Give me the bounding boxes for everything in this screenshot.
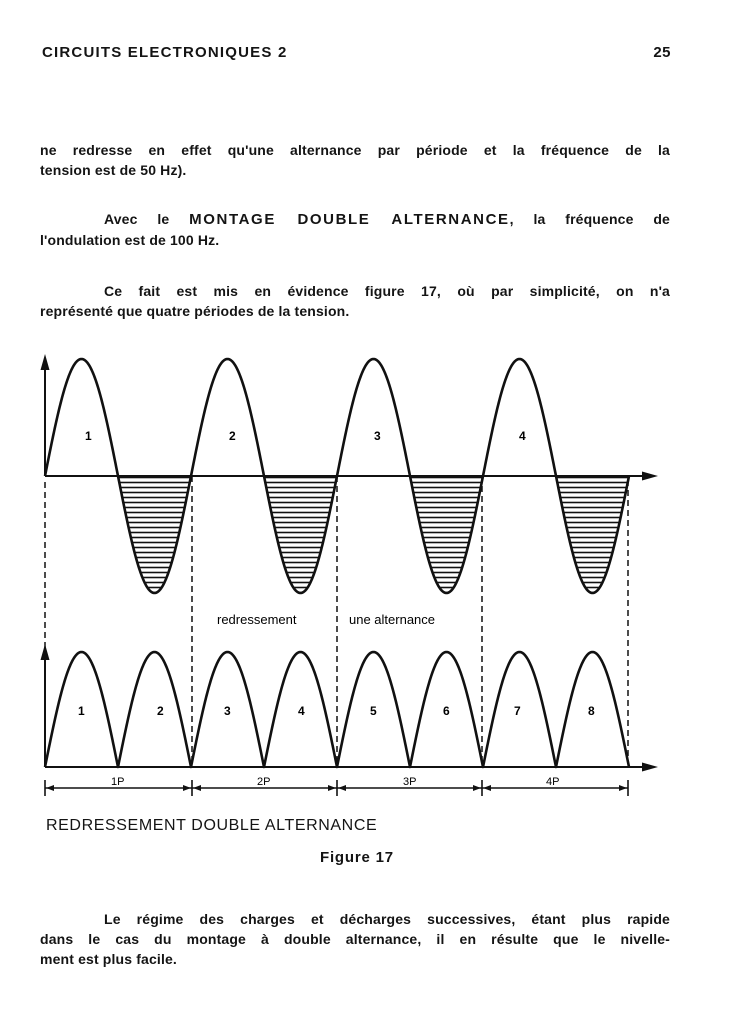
paragraph-1 xyxy=(40,140,670,180)
paragraph-3-line-1: Ce fait est mis en évidence figure 17, où par simplicité, on n'a xyxy=(104,283,670,299)
label-redressement: redressement xyxy=(217,612,297,627)
bottom-label-5: 5 xyxy=(370,704,377,718)
period-arrow-1b xyxy=(183,785,191,791)
paragraph-4-line-1: Le régime des charges et décharges successives, étant plus rapide xyxy=(104,911,670,927)
period-arrow-2a xyxy=(193,785,201,791)
paragraph-4-line-2: dans le cas du montage à double alternance, il en résulte que le nivelle- xyxy=(40,931,670,947)
paragraph-3-line-2: représenté que quatre périodes de la tension. xyxy=(40,303,350,319)
period-label-2P: 2P xyxy=(257,776,271,788)
period-arrow-2b xyxy=(328,785,336,791)
paragraph-4-line-3: ment est plus facile. xyxy=(40,951,177,967)
period-arrow-4a xyxy=(483,785,491,791)
period-dimension-lines xyxy=(45,780,628,796)
period-label-3P: 3P xyxy=(403,776,417,788)
period-arrow-1a xyxy=(46,785,54,791)
page-number: 25 xyxy=(653,44,671,61)
bottom-label-8: 8 xyxy=(588,704,595,718)
bottom-label-3: 3 xyxy=(224,704,231,718)
top-label-2: 2 xyxy=(229,429,236,443)
bottom-label-6: 6 xyxy=(443,704,450,718)
bottom-x-axis-arrow xyxy=(642,763,658,772)
bottom-label-2: 2 xyxy=(157,704,164,718)
bottom-label-1: 1 xyxy=(78,704,85,718)
top-label-3: 3 xyxy=(374,429,381,443)
figure-caption: REDRESSEMENT DOUBLE ALTERNANCE xyxy=(46,817,378,834)
paragraph-2 xyxy=(40,209,670,250)
paragraph-1-line-2: tension est de 50 Hz). xyxy=(40,162,187,178)
figure-17-diagram xyxy=(0,345,745,805)
period-arrow-3a xyxy=(338,785,346,791)
bottom-graph xyxy=(41,644,659,772)
top-y-axis-arrow xyxy=(41,354,50,370)
paragraph-1-line-1: ne redresse en effet qu'une alternance par période et la fréquence de la xyxy=(40,142,670,158)
paragraph-2-line-2: l'ondulation est de 100 Hz. xyxy=(40,232,220,248)
period-label-1P: 1P xyxy=(111,776,125,788)
paragraph-2-text-after: , la fréquence de xyxy=(509,211,670,227)
paragraph-3 xyxy=(40,281,670,321)
paragraph-2-line-1 xyxy=(40,209,670,230)
bottom-label-7: 7 xyxy=(514,704,521,718)
bottom-y-axis-arrow xyxy=(41,644,50,660)
top-graph xyxy=(41,354,659,596)
period-arrow-4b xyxy=(619,785,627,791)
top-x-axis-arrow xyxy=(642,472,658,481)
label-une-alternance: une alternance xyxy=(349,612,436,627)
paragraph-4 xyxy=(40,909,670,969)
period-arrow-3b xyxy=(473,785,481,791)
top-label-1: 1 xyxy=(85,429,92,443)
paragraph-2-emphasis: MONTAGE DOUBLE ALTERNANCE xyxy=(189,211,510,228)
period-label-4P: 4P xyxy=(546,776,560,788)
bottom-label-4: 4 xyxy=(298,704,305,718)
running-header-title: CIRCUITS ELECTRONIQUES 2 xyxy=(42,44,288,61)
paragraph-2-text-before: Avec le xyxy=(104,211,190,227)
top-label-4: 4 xyxy=(519,429,526,443)
figure-number: Figure 17 xyxy=(320,849,394,866)
